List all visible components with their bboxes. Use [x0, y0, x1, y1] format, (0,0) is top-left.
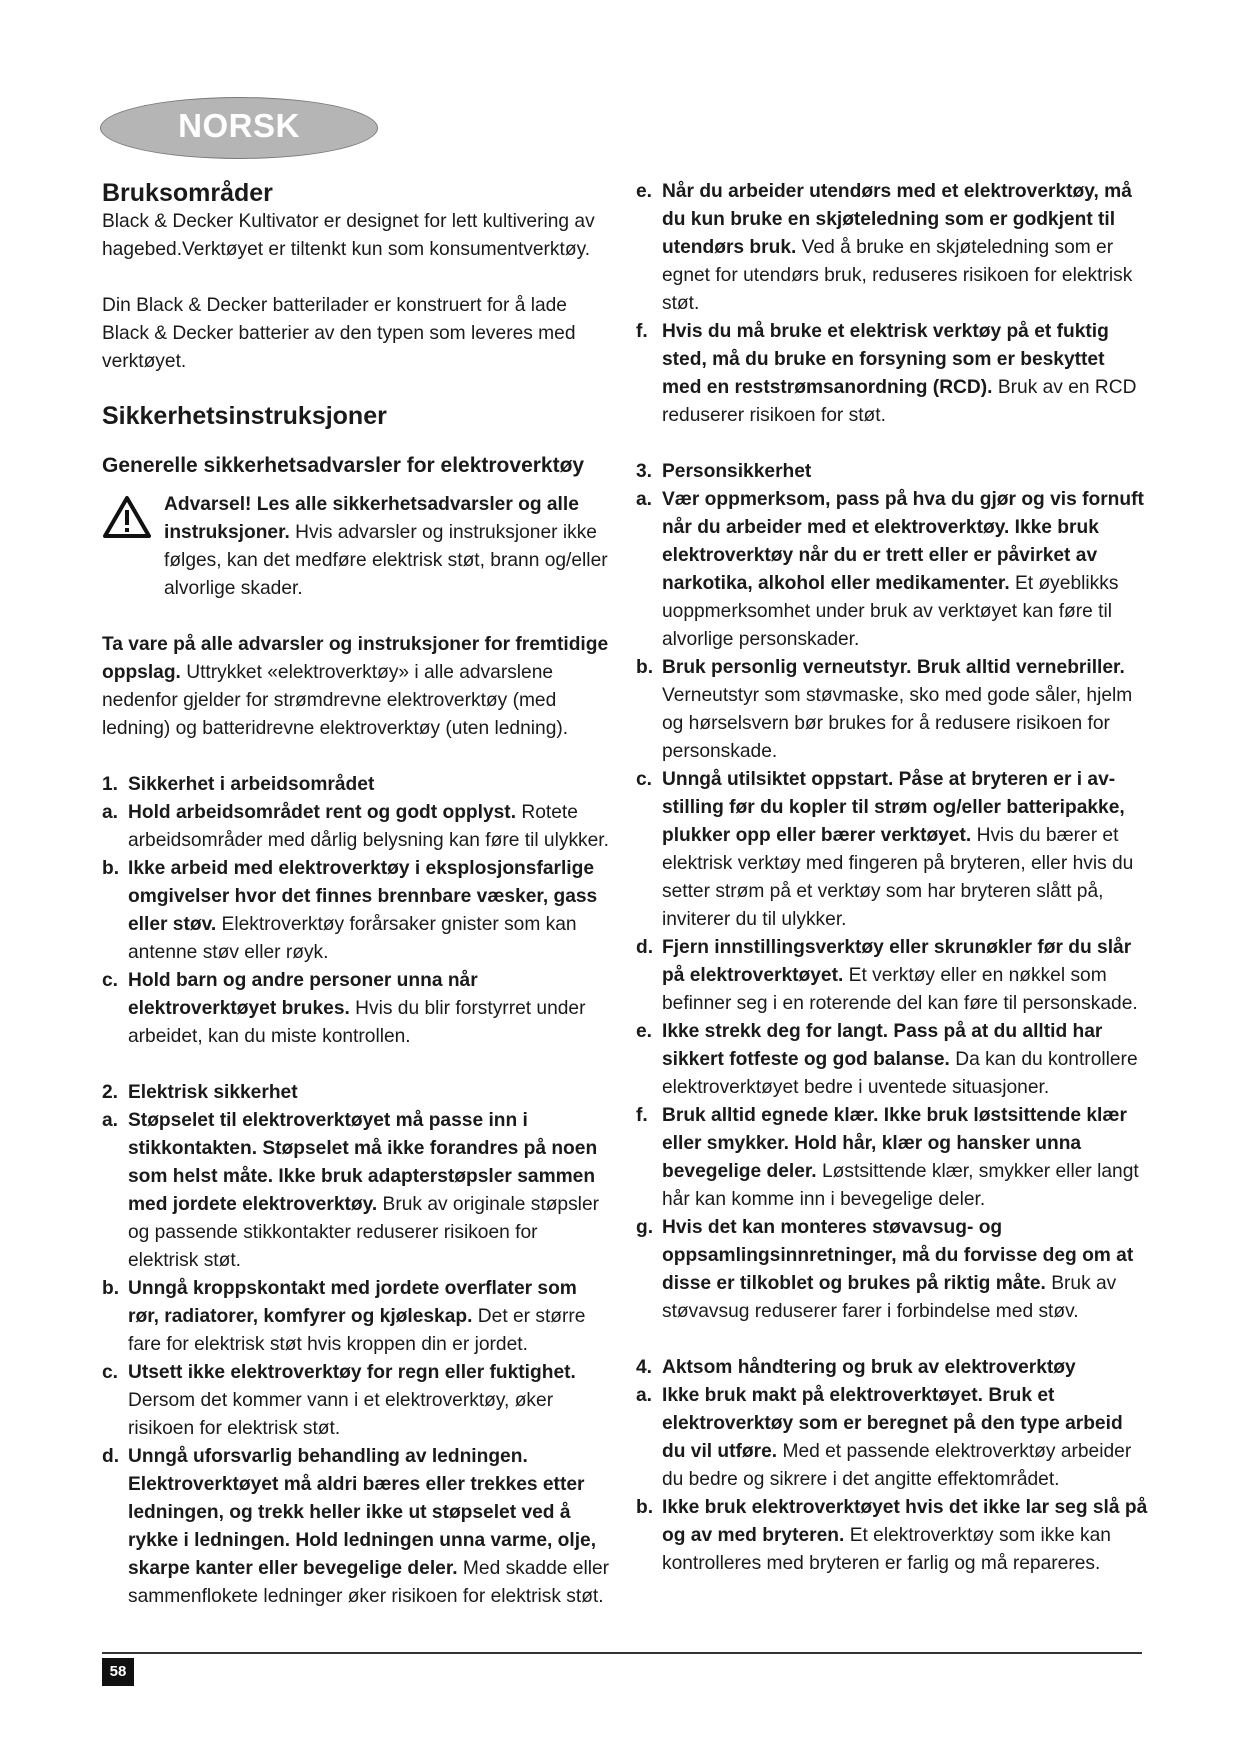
- warning-bold: Advarsel! Les alle sikkerhetsadvarsler og alle instruksjoner.: [164, 494, 579, 543]
- item-bold: Ikke bruk makt på elektroverktøyet. Bruk et elektroverktøy som er beregnet på den type arbeid du vil utføre.: [662, 1385, 1123, 1462]
- item-bold: Bruk personlig verneutstyr. Bruk alltid vernebriller.: [662, 657, 1125, 678]
- item-bold: Ikke strekk deg for langt. Pass på at du alltid har sikkert fotfeste og god balanse.: [662, 1021, 1103, 1070]
- item-bold: Unngå utilsiktet oppstart. Påse at bryteren er i av-stilling før du kopler til strøm og/eller batteripakke, plukker opp eller bærer verktøyet.: [662, 769, 1125, 846]
- left-column: [102, 178, 612, 1611]
- list-item: [102, 1107, 612, 1275]
- heading-generelle: Generelle sikkerhetsadvarsler for elektroverktøy: [102, 454, 585, 477]
- item-bold: Hold arbeidsområdet rent og godt opplyst.: [128, 802, 517, 823]
- list-item: [102, 855, 612, 967]
- section-1-heading: [102, 771, 612, 799]
- item-letter: e.: [636, 181, 653, 202]
- bruk-paragraph-1: Black & Decker Kultivator er designet for lett kultivering av hagebed.Verktøyet er tiltenkt kun som konsumentverktøy.: [102, 211, 595, 260]
- warning-triangle-icon: [102, 495, 152, 539]
- item-bold: Utsett ikke elektroverktøy for regn eller fuktighet.: [128, 1362, 576, 1383]
- list-item: [102, 799, 612, 855]
- item-letter: d.: [102, 1446, 120, 1467]
- section-number: 4.: [636, 1357, 653, 1378]
- item-letter: b.: [102, 1278, 120, 1299]
- item-text: Dersom det kommer vann i et elektroverktøy, øker risikoen for elektrisk støt.: [128, 1390, 554, 1439]
- list-item: [636, 1214, 1148, 1326]
- heading-bruksomrader: Bruksområder: [102, 179, 273, 207]
- list-item: [102, 1275, 612, 1359]
- item-bold: Når du arbeider utendørs med et elektroverktøy, må du kun bruke en skjøteledning som er godkjent til utendørs bruk.: [662, 181, 1132, 258]
- list-item: [102, 1443, 612, 1611]
- item-bold: Ikke bruk elektroverktøyet hvis det ikke lar seg slå på og av med bryteren.: [662, 1497, 1148, 1546]
- section-2-heading: [102, 1079, 612, 1107]
- item-letter: b.: [636, 1497, 654, 1518]
- item-letter: c.: [102, 1362, 119, 1383]
- keep-instructions: [102, 631, 612, 743]
- right-column: [636, 178, 1148, 1578]
- section-3-heading: [636, 458, 1148, 486]
- item-text: Elektroverktøy forårsaker gnister som kan antenne støv eller røyk.: [128, 914, 577, 963]
- item-text: Et elektroverktøy som ikke kan kontrolleres med bryteren er farlig og må repareres.: [662, 1525, 1111, 1574]
- list-item: [636, 934, 1148, 1018]
- item-text: Med et passende elektroverktøy arbeider du bedre og sikrere i det angitte effektområdet.: [662, 1441, 1132, 1490]
- section-number: 1.: [102, 774, 119, 795]
- warning-body: Hvis advarsler og instruksjoner ikke følges, kan det medføre elektrisk støt, brann og/eller alvorlige skader.: [164, 522, 608, 599]
- item-bold: Ikke arbeid med elektroverktøy i eksplosjonsfarlige omgivelser hvor det finnes brennbare væsker, gass eller støv.: [128, 858, 598, 935]
- section-title: Sikkerhet i arbeidsområdet: [128, 774, 375, 795]
- item-bold: Hvis det kan monteres støvavsug- og oppsamlingsinnretninger, må du forvisse deg om at disse er tilkoblet og brukes på riktig måte.: [662, 1217, 1134, 1294]
- heading-sikkerhet: Sikkerhetsinstruksjoner: [102, 402, 387, 430]
- item-letter: f.: [636, 321, 648, 342]
- item-text: Et verktøy eller en nøkkel som befinner seg i en roterende del kan føre til personskade.: [662, 965, 1138, 1014]
- section-title: Elektrisk sikkerhet: [128, 1082, 298, 1103]
- list-item: [636, 318, 1148, 430]
- bruk-paragraph-2: Din Black & Decker batterilader er konstruert for å lade Black & Decker batterier av den typen som leveres med verktøyet.: [102, 295, 576, 372]
- item-text: Med skadde eller sammenflokete ledninger øker risikoen for elektrisk støt.: [128, 1558, 610, 1607]
- section-number: 2.: [102, 1082, 119, 1103]
- item-text: Bruk av originale støpsler og passende stikkontakter reduserer risikoen for elektrisk støt.: [128, 1194, 600, 1271]
- item-letter: b.: [102, 858, 120, 879]
- badge-label: NORSK: [178, 107, 300, 144]
- item-letter: e.: [636, 1021, 653, 1042]
- item-text: Det er større fare for elektrisk støt hvis kroppen din er jordet.: [128, 1306, 586, 1355]
- item-text: Ved å bruke en skjøteledning som er egnet for utendørs bruk, reduseres risikoen for elektrisk støt.: [662, 237, 1133, 314]
- item-bold: Unngå kroppskontakt med jordete overflater som rør, radiatorer, komfyrer og kjøleskap.: [128, 1278, 577, 1327]
- item-text: Bruk av støvavsug reduserer farer i forbindelse med støv.: [662, 1273, 1117, 1322]
- list-item: [636, 1382, 1148, 1494]
- list-item: [636, 766, 1148, 934]
- page-number: 58: [102, 1658, 134, 1686]
- item-text: Da kan du kontrollere elektroverktøyet bedre i uventede situasjoner.: [662, 1049, 1138, 1098]
- item-letter: c.: [636, 769, 653, 790]
- item-letter: g.: [636, 1217, 654, 1238]
- item-bold: Hold barn og andre personer unna når elektroverktøyet brukes.: [128, 970, 478, 1019]
- section-title: Personsikkerhet: [662, 461, 812, 482]
- list-item: [636, 1018, 1148, 1102]
- item-letter: a.: [636, 1385, 653, 1406]
- item-letter: d.: [636, 937, 654, 958]
- item-bold: Bruk alltid egnede klær. Ikke bruk løstsittende klær eller smykker. Hold hår, klær og hansker unna bevegelige deler.: [662, 1105, 1127, 1182]
- item-bold: Hvis du må bruke et elektrisk verktøy på et fuktig sted, må du bruke en forsyning som er beskyttet med en reststrømsanordning (RCD).: [662, 321, 1109, 398]
- footer-divider: [102, 1652, 1142, 1654]
- item-text: Verneutstyr som støvmaske, sko med gode såler, hjelm og hørselsvern bør brukes for å redusere risikoen for personskade.: [662, 685, 1133, 762]
- section-number: 3.: [636, 461, 653, 482]
- item-text: Et øyeblikks uoppmerksomhet under bruk av verktøyet kan føre til alvorlige personskader.: [662, 573, 1119, 650]
- keep-body: Uttrykket «elektroverktøy» i alle advarslene nedenfor gjelder for strømdrevne elektroverktøy (med ledning) og batteridrevne elektroverktøy (uten ledning).: [102, 662, 569, 739]
- warning-text: [164, 491, 612, 603]
- list-item: [102, 1359, 612, 1443]
- keep-bold: Ta vare på alle advarsler og instruksjoner for fremtidige oppslag.: [102, 634, 609, 683]
- item-letter: a.: [102, 1110, 119, 1131]
- list-item: [636, 654, 1148, 766]
- item-letter: b.: [636, 657, 654, 678]
- item-bold: Vær oppmerksom, pass på hva du gjør og vis fornuft når du arbeider med et elektroverktøy. Ikke bruk elektroverktøy når du er trett eller er påvirket av narkotika, alkohol eller medikamenter.: [662, 489, 1144, 594]
- list-item: [636, 1494, 1148, 1578]
- item-letter: a.: [102, 802, 119, 823]
- item-text: Rotete arbeidsområder med dårlig belysning kan føre til ulykker.: [128, 802, 609, 851]
- item-letter: c.: [102, 970, 119, 991]
- item-text: Løstsittende klær, smykker eller langt hår kan komme inn i bevegelige deler.: [662, 1161, 1139, 1210]
- list-item: [636, 1102, 1148, 1214]
- item-bold: Støpselet til elektroverktøyet må passe inn i stikkontakten. Støpselet må ikke forandres på noen som helst måte. Ikke bruk adapterstøpsler sammen med jordete elektroverktøy.: [128, 1110, 598, 1215]
- item-text: Hvis du blir forstyrret under arbeidet, kan du miste kontrollen.: [128, 998, 586, 1047]
- item-bold: Unngå uforsvarlig behandling av ledningen. Elektroverktøyet må aldri bæres eller trekkes etter ledningen, og trekk heller ikke ut støpselet ved å rykke i ledningen. Hold ledningen unna varme, olje, skarpe kanter eller bevegelige deler.: [128, 1446, 597, 1579]
- item-bold: Fjern innstillingsverktøy eller skrunøkler før du slår på elektroverktøyet.: [662, 937, 1132, 986]
- list-item: [636, 178, 1148, 318]
- section-title: Aktsom håndtering og bruk av elektroverktøy: [662, 1357, 1076, 1378]
- section-4-heading: [636, 1354, 1148, 1382]
- warning-block: [102, 491, 612, 603]
- list-item: [102, 967, 612, 1051]
- language-badge: [100, 97, 378, 159]
- list-item: [636, 486, 1148, 654]
- item-letter: a.: [636, 489, 653, 510]
- item-text: Hvis du bærer et elektrisk verktøy med fingeren på bryteren, eller hvis du setter strøm på et verktøy som har bryteren slått på, inviterer du til ulykker.: [662, 825, 1134, 930]
- item-letter: f.: [636, 1105, 648, 1126]
- item-text: Bruk av en RCD reduserer risikoen for støt.: [662, 377, 1137, 426]
